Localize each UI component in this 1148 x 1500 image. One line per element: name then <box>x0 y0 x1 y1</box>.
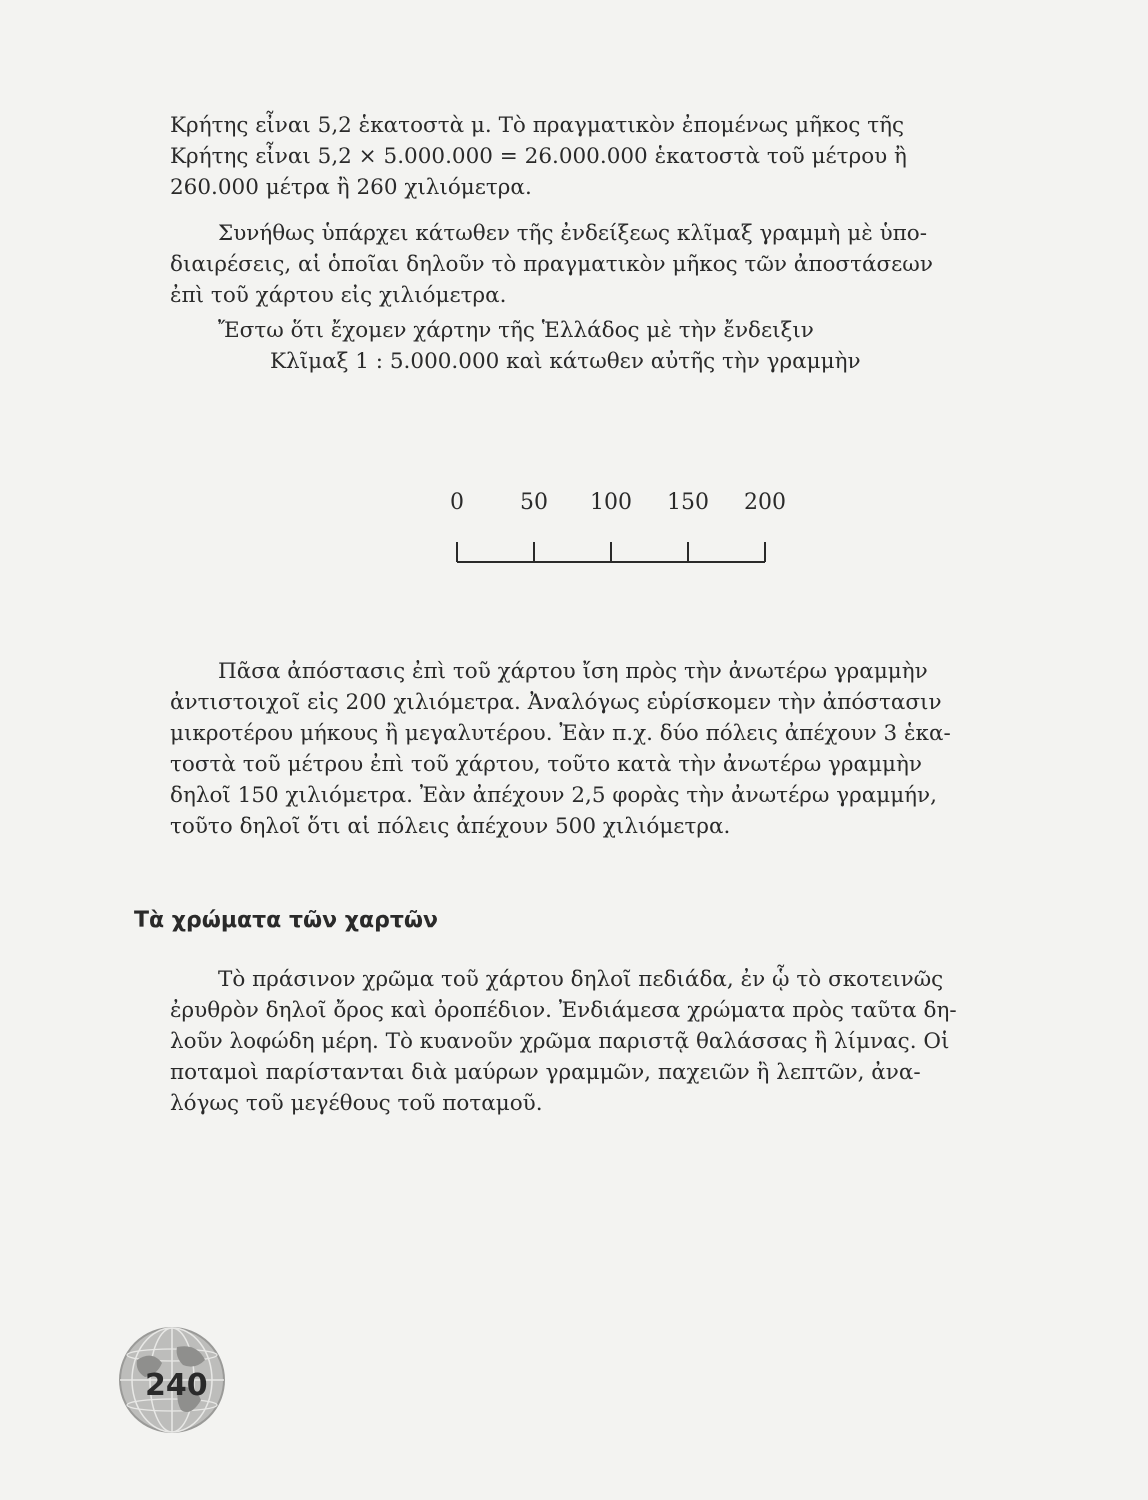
text-line: ἐπὶ τοῦ χάρτου εἰς χιλιόμετρα. <box>170 283 507 308</box>
text-line: διαιρέσεις, αἱ ὁποῖαι δηλοῦν τὸ πραγματικὸν μῆκος τῶν ἀποστάσεων <box>170 252 933 277</box>
scale-tick <box>764 542 766 562</box>
scale-label: 200 <box>744 490 786 515</box>
paragraph-scale-line-explanation <box>170 218 1000 311</box>
scale-label: 0 <box>450 490 464 515</box>
text-line: Τὸ πράσινον χρῶμα τοῦ χάρτου δηλοῖ πεδιάδα, ἐν ᾧ τὸ σκοτεινῶς <box>218 967 944 992</box>
paragraph-example-map <box>170 315 1000 377</box>
text-line: Κρήτης εἶναι 5,2 × 5.000.000 = 26.000.000 ἑκατοστὰ τοῦ μέτρου ἢ <box>170 144 907 169</box>
text-line: λόγως τοῦ μεγέθους τοῦ ποταμοῦ. <box>170 1091 543 1116</box>
text-line: Πᾶσα ἀπόστασις ἐπὶ τοῦ χάρτου ἴση πρὸς τὴν ἀνωτέρω γραμμὴν <box>218 659 928 684</box>
page-number: 240 <box>145 1368 208 1403</box>
text-line: Κλῖμαξ 1 : 5.000.000 καὶ κάτωθεν αὐτῆς τὴν γραμμὴν <box>270 349 861 374</box>
text-line: τοστὰ τοῦ μέτρου ἐπὶ τοῦ χάρτου, τοῦτο κατὰ τὴν ἀνωτέρω γραμμὴν <box>170 752 922 777</box>
text-line: Κρήτης εἶναι 5,2 ἑκατοστὰ μ. Τὸ πραγματικὸν ἐπομένως μῆκος τῆς <box>170 113 905 138</box>
scale-label: 150 <box>667 490 709 515</box>
text-line: ἀντιστοιχοῖ εἰς 200 χιλιόμετρα. Ἀναλόγως εὑρίσκομεν τὴν ἀπόστασιν <box>170 690 942 715</box>
text-line: ἐρυθρὸν δηλοῖ ὄρος καὶ ὀροπέδιον. Ἐνδιάμεσα χρώματα πρὸς ταῦτα δη- <box>170 998 957 1023</box>
paragraph-distance-examples <box>170 656 1000 842</box>
text-line: Συνήθως ὑπάρχει κάτωθεν τῆς ἐνδείξεως κλῖμαξ γραμμὴ μὲ ὑπο- <box>218 221 927 246</box>
scale-tick <box>533 542 535 562</box>
text-line: ποταμοὶ παρίστανται διὰ μαύρων γραμμῶν, παχειῶν ἢ λεπτῶν, ἀνα- <box>170 1060 921 1085</box>
text-line: δηλοῖ 150 χιλιόμετρα. Ἐὰν ἀπέχουν 2,5 φορὰς τὴν ἀνωτέρω γραμμήν, <box>170 783 937 808</box>
text-line: Ἔστω ὅτι ἔχομεν χάρτην τῆς Ἑλλάδος μὲ τὴν ἔνδειξιν <box>218 318 814 343</box>
text-line: τοῦτο δηλοῖ ὅτι αἱ πόλεις ἀπέχουν 500 χιλιόμετρα. <box>170 814 731 839</box>
scale-baseline <box>457 561 765 563</box>
section-heading: Τὰ χρώματα τῶν χαρτῶν <box>134 908 438 933</box>
scale-bar-figure <box>420 490 820 580</box>
scale-tick <box>456 542 458 562</box>
paragraph-crete-length <box>170 110 1000 203</box>
text-line: μικροτέρου μήκους ἢ μεγαλυτέρου. Ἐὰν π.χ. δύο πόλεις ἀπέχουν 3 ἑκα- <box>170 721 951 746</box>
scale-tick <box>687 542 689 562</box>
text-line: λοῦν λοφώδη μέρη. Τὸ κυανοῦν χρῶμα παριστᾷ θαλάσσας ἢ λίμνας. Οἱ <box>170 1029 950 1054</box>
text-line: 260.000 μέτρα ἢ 260 χιλιόμετρα. <box>170 175 532 200</box>
paragraph-map-colors <box>170 964 1000 1119</box>
scale-tick <box>610 542 612 562</box>
scale-label: 50 <box>520 490 548 515</box>
scale-label: 100 <box>590 490 632 515</box>
